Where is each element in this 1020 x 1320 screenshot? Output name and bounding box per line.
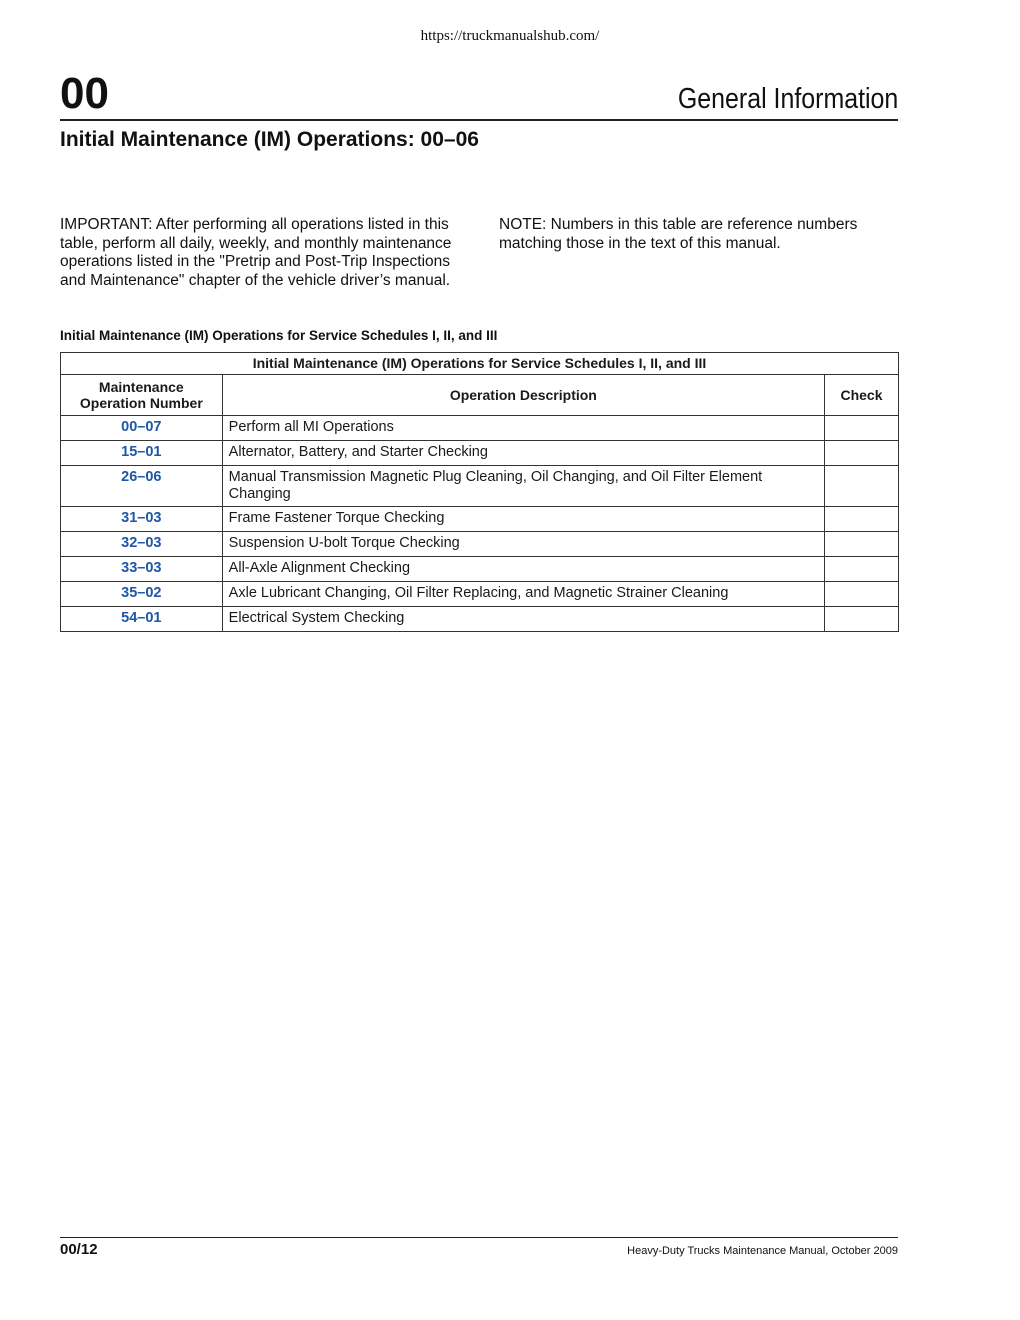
operation-description: All-Axle Alignment Checking <box>222 557 824 582</box>
table-row <box>61 607 899 632</box>
operation-description: Axle Lubricant Changing, Oil Filter Replacing, and Magnetic Strainer Cleaning <box>222 582 824 607</box>
table-row <box>61 582 899 607</box>
column-header-description: Operation Description <box>222 375 824 416</box>
table-banner: Initial Maintenance (IM) Operations for Service Schedules I, II, and III <box>61 353 899 375</box>
table-caption: Initial Maintenance (IM) Operations for Service Schedules I, II, and III <box>60 328 498 343</box>
operation-number-link[interactable]: 32–03 <box>61 532 223 557</box>
operation-description: Alternator, Battery, and Starter Checking <box>222 441 824 466</box>
check-cell <box>825 532 899 557</box>
operation-number-link[interactable]: 26–06 <box>61 466 223 507</box>
table-row <box>61 507 899 532</box>
page-heading: Initial Maintenance (IM) Operations: 00–06 <box>60 128 479 151</box>
column-header-number <box>61 375 223 416</box>
source-url[interactable]: https://truckmanualshub.com/ <box>420 28 600 44</box>
note-text: NOTE: Numbers in this table are reference numbers matching those in the text of this manual. <box>499 216 858 252</box>
operation-description: Frame Fastener Torque Checking <box>222 507 824 532</box>
operation-number-link[interactable]: 31–03 <box>61 507 223 532</box>
section-number: 00 <box>60 69 109 118</box>
check-cell <box>825 466 899 507</box>
table-row <box>61 532 899 557</box>
check-cell <box>825 557 899 582</box>
operation-description: Suspension U-bolt Torque Checking <box>222 532 824 557</box>
operation-description: Electrical System Checking <box>222 607 824 632</box>
operation-description: Perform all MI Operations <box>222 416 824 441</box>
column-header-number-line1: Maintenance <box>98 379 184 395</box>
check-cell <box>825 582 899 607</box>
im-operations-table <box>60 352 899 632</box>
operation-description: Manual Transmission Magnetic Plug Cleaning, Oil Changing, and Oil Filter Element Changing <box>222 466 824 507</box>
table-row <box>61 557 899 582</box>
check-cell <box>825 507 899 532</box>
important-notice: IMPORTANT: After performing all operations listed in this table, perform all daily, weekly, and monthly maintenance operations listed in the "Pretrip and Post-Trip Inspections and Maintenance" chapter of the vehicle driver’s manual. <box>60 216 452 289</box>
footer-divider <box>60 1237 898 1238</box>
operation-number-link[interactable]: 00–07 <box>61 416 223 441</box>
column-header-check: Check <box>825 375 899 416</box>
section-title: General Information <box>677 83 898 115</box>
table-row <box>61 416 899 441</box>
check-cell <box>825 607 899 632</box>
header-divider <box>60 119 898 121</box>
footer-page-number: 00/12 <box>60 1241 98 1258</box>
operation-number-link[interactable]: 15–01 <box>61 441 223 466</box>
check-cell <box>825 441 899 466</box>
table-row <box>61 441 899 466</box>
operation-number-link[interactable]: 54–01 <box>61 607 223 632</box>
check-cell <box>825 416 899 441</box>
column-header-number-line2: Operation Number <box>79 395 203 411</box>
operation-number-link[interactable]: 33–03 <box>61 557 223 582</box>
footer-manual-title: Heavy-Duty Trucks Maintenance Manual, October 2009 <box>627 1245 898 1257</box>
table-row <box>61 466 899 507</box>
operation-number-link[interactable]: 35–02 <box>61 582 223 607</box>
